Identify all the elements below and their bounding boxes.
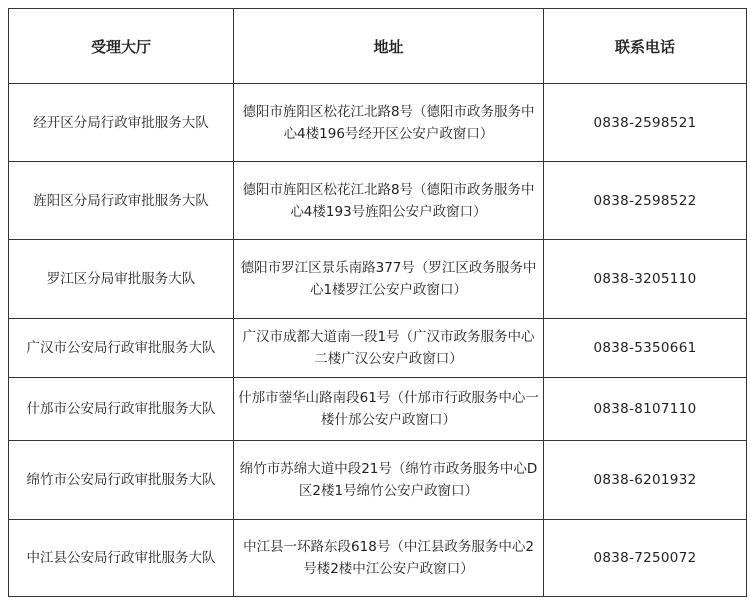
address-cell: 德阳市罗江区景乐南路377号（罗江区政务服务中心1楼罗江公安户政窗口）: [234, 240, 544, 319]
phone-cell: 0838-7250072: [544, 520, 747, 597]
address-cell: 德阳市旌阳区松花江北路8号（德阳市政务服务中心4楼196号经开区公安户政窗口）: [234, 84, 544, 162]
hall-cell: 旌阳区分局行政审批服务大队: [9, 162, 234, 240]
phone-cell: 0838-8107110: [544, 378, 747, 441]
hall-cell: 罗江区分局审批服务大队: [9, 240, 234, 319]
hall-cell: 绵竹市公安局行政审批服务大队: [9, 441, 234, 520]
phone-cell: 0838-2598521: [544, 84, 747, 162]
table-row: [9, 240, 747, 319]
table-header-row: [9, 9, 747, 84]
address-cell: 中江县一环路东段618号（中江县政务服务中心2号楼2楼中江公安户政窗口）: [234, 520, 544, 597]
hall-cell: 什邡市公安局行政审批服务大队: [9, 378, 234, 441]
hall-cell: 中江县公安局行政审批服务大队: [9, 520, 234, 597]
header-address: 地址: [234, 9, 544, 84]
table-row: [9, 378, 747, 441]
table-row: [9, 319, 747, 378]
hall-cell: 广汉市公安局行政审批服务大队: [9, 319, 234, 378]
phone-cell: 0838-3205110: [544, 240, 747, 319]
header-phone: 联系电话: [544, 9, 747, 84]
address-cell: 德阳市旌阳区松花江北路8号（德阳市政务服务中心4楼193号旌阳公安户政窗口）: [234, 162, 544, 240]
address-cell: 广汉市成都大道南一段1号（广汉市政务服务中心二楼广汉公安户政窗口）: [234, 319, 544, 378]
table-row: [9, 162, 747, 240]
phone-cell: 0838-5350661: [544, 319, 747, 378]
phone-cell: 0838-6201932: [544, 441, 747, 520]
address-cell: 绵竹市苏绵大道中段21号（绵竹市政务服务中心D区2楼1号绵竹公安户政窗口）: [234, 441, 544, 520]
header-hall: 受理大厅: [9, 9, 234, 84]
table-row: [9, 441, 747, 520]
service-hall-table: [8, 8, 747, 597]
phone-cell: 0838-2598522: [544, 162, 747, 240]
table-row: [9, 520, 747, 597]
table-row: [9, 84, 747, 162]
hall-cell: 经开区分局行政审批服务大队: [9, 84, 234, 162]
address-cell: 什邡市蓥华山路南段61号（什邡市行政服务中心一楼什邡公安户政窗口）: [234, 378, 544, 441]
